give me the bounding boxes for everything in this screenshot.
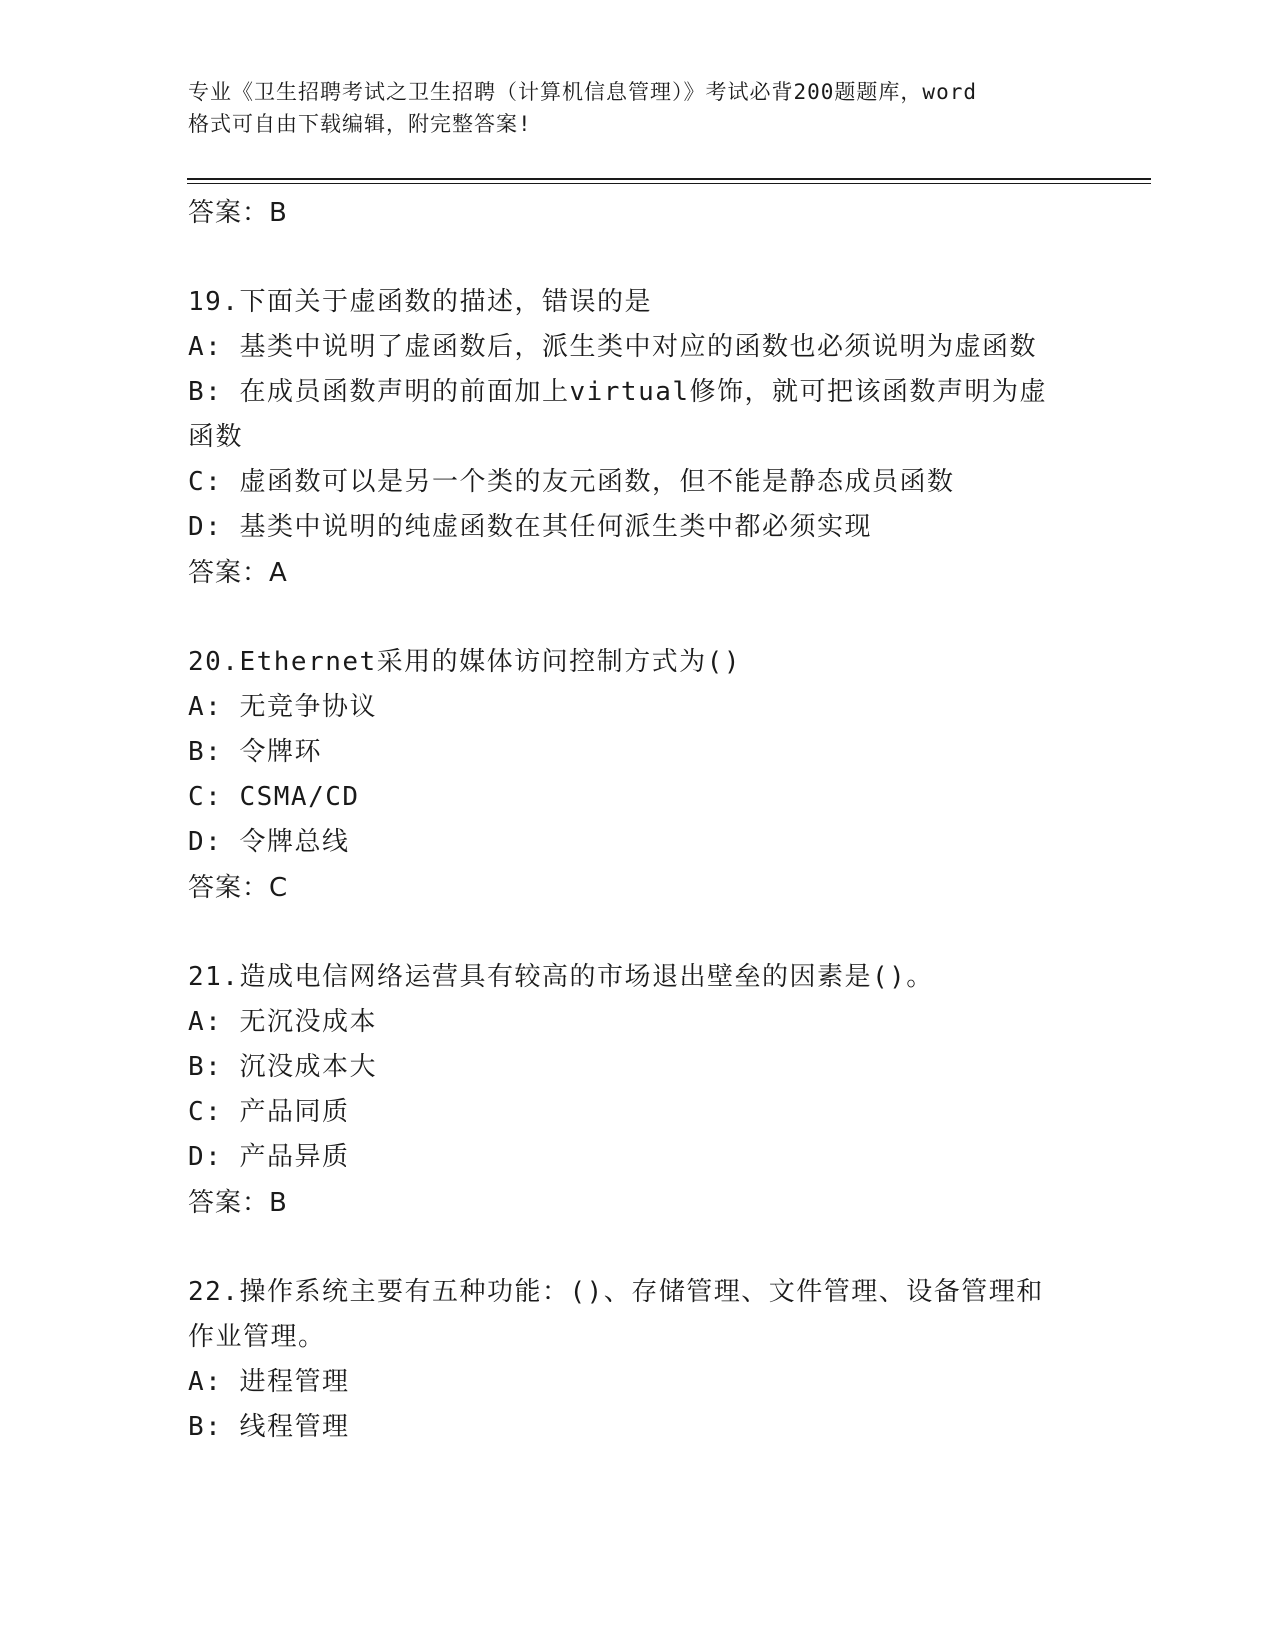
answer-option: B: 令牌环 — [188, 737, 322, 767]
question-stem: 20.Ethernet采用的媒体访问控制方式为() — [188, 647, 741, 677]
answer-option: A: 进程管理 — [188, 1367, 350, 1397]
answer-key: 答案：C — [188, 873, 289, 903]
question-list — [188, 190, 1088, 1450]
answer-option: A: 基类中说明了虚函数后，派生类中对应的函数也必须说明为虚函数 — [188, 332, 1037, 362]
header-line-1: 专业《卫生招聘考试之卫生招聘（计算机信息管理）》考试必背200题题库，word — [188, 80, 977, 104]
answer-option: 函数 — [188, 422, 244, 452]
answer-option: C: 虚函数可以是另一个类的友元函数，但不能是静态成员函数 — [188, 467, 955, 497]
spacer — [188, 911, 1088, 955]
header-divider-thick — [187, 178, 1151, 180]
answer-option: C: 产品同质 — [188, 1097, 350, 1127]
answer-option: A: 无竞争协议 — [188, 692, 377, 722]
questions-container — [188, 280, 1088, 1450]
answer-option: D: 基类中说明的纯虚函数在其任何派生类中都必须实现 — [188, 512, 872, 542]
answer-key: 答案：B — [188, 1188, 288, 1218]
answer-option: B: 沉没成本大 — [188, 1052, 377, 1082]
answer-key: 答案：A — [188, 558, 288, 588]
header-line-2: 格式可自由下载编辑，附完整答案! — [188, 112, 532, 136]
answer-option: B: 线程管理 — [188, 1412, 350, 1442]
answer-option: D: 令牌总线 — [188, 827, 350, 857]
question-stem: 22.操作系统主要有五种功能：()、存储管理、文件管理、设备管理和 — [188, 1277, 1044, 1307]
question-block — [188, 1270, 1088, 1450]
question-stem: 作业管理。 — [188, 1322, 326, 1352]
answer-option: A: 无沉没成本 — [188, 1007, 377, 1037]
question-stem: 21.造成电信网络运营具有较高的市场退出壁垒的因素是()。 — [188, 962, 934, 992]
question-stem: 19.下面关于虚函数的描述，错误的是 — [188, 287, 652, 317]
answer-option: B: 在成员函数声明的前面加上virtual修饰，就可把该函数声明为虚 — [188, 377, 1048, 407]
question-block — [188, 280, 1088, 640]
spacer — [188, 236, 1088, 280]
previous-answer: 答案：B — [188, 198, 288, 228]
header-divider-thin — [187, 183, 1151, 184]
spacer — [188, 596, 1088, 640]
question-block — [188, 640, 1088, 955]
answer-option: D: 产品异质 — [188, 1142, 350, 1172]
spacer — [188, 1226, 1088, 1270]
question-block — [188, 955, 1088, 1270]
answer-option: C: CSMA/CD — [188, 782, 360, 812]
document-header — [188, 76, 1088, 140]
